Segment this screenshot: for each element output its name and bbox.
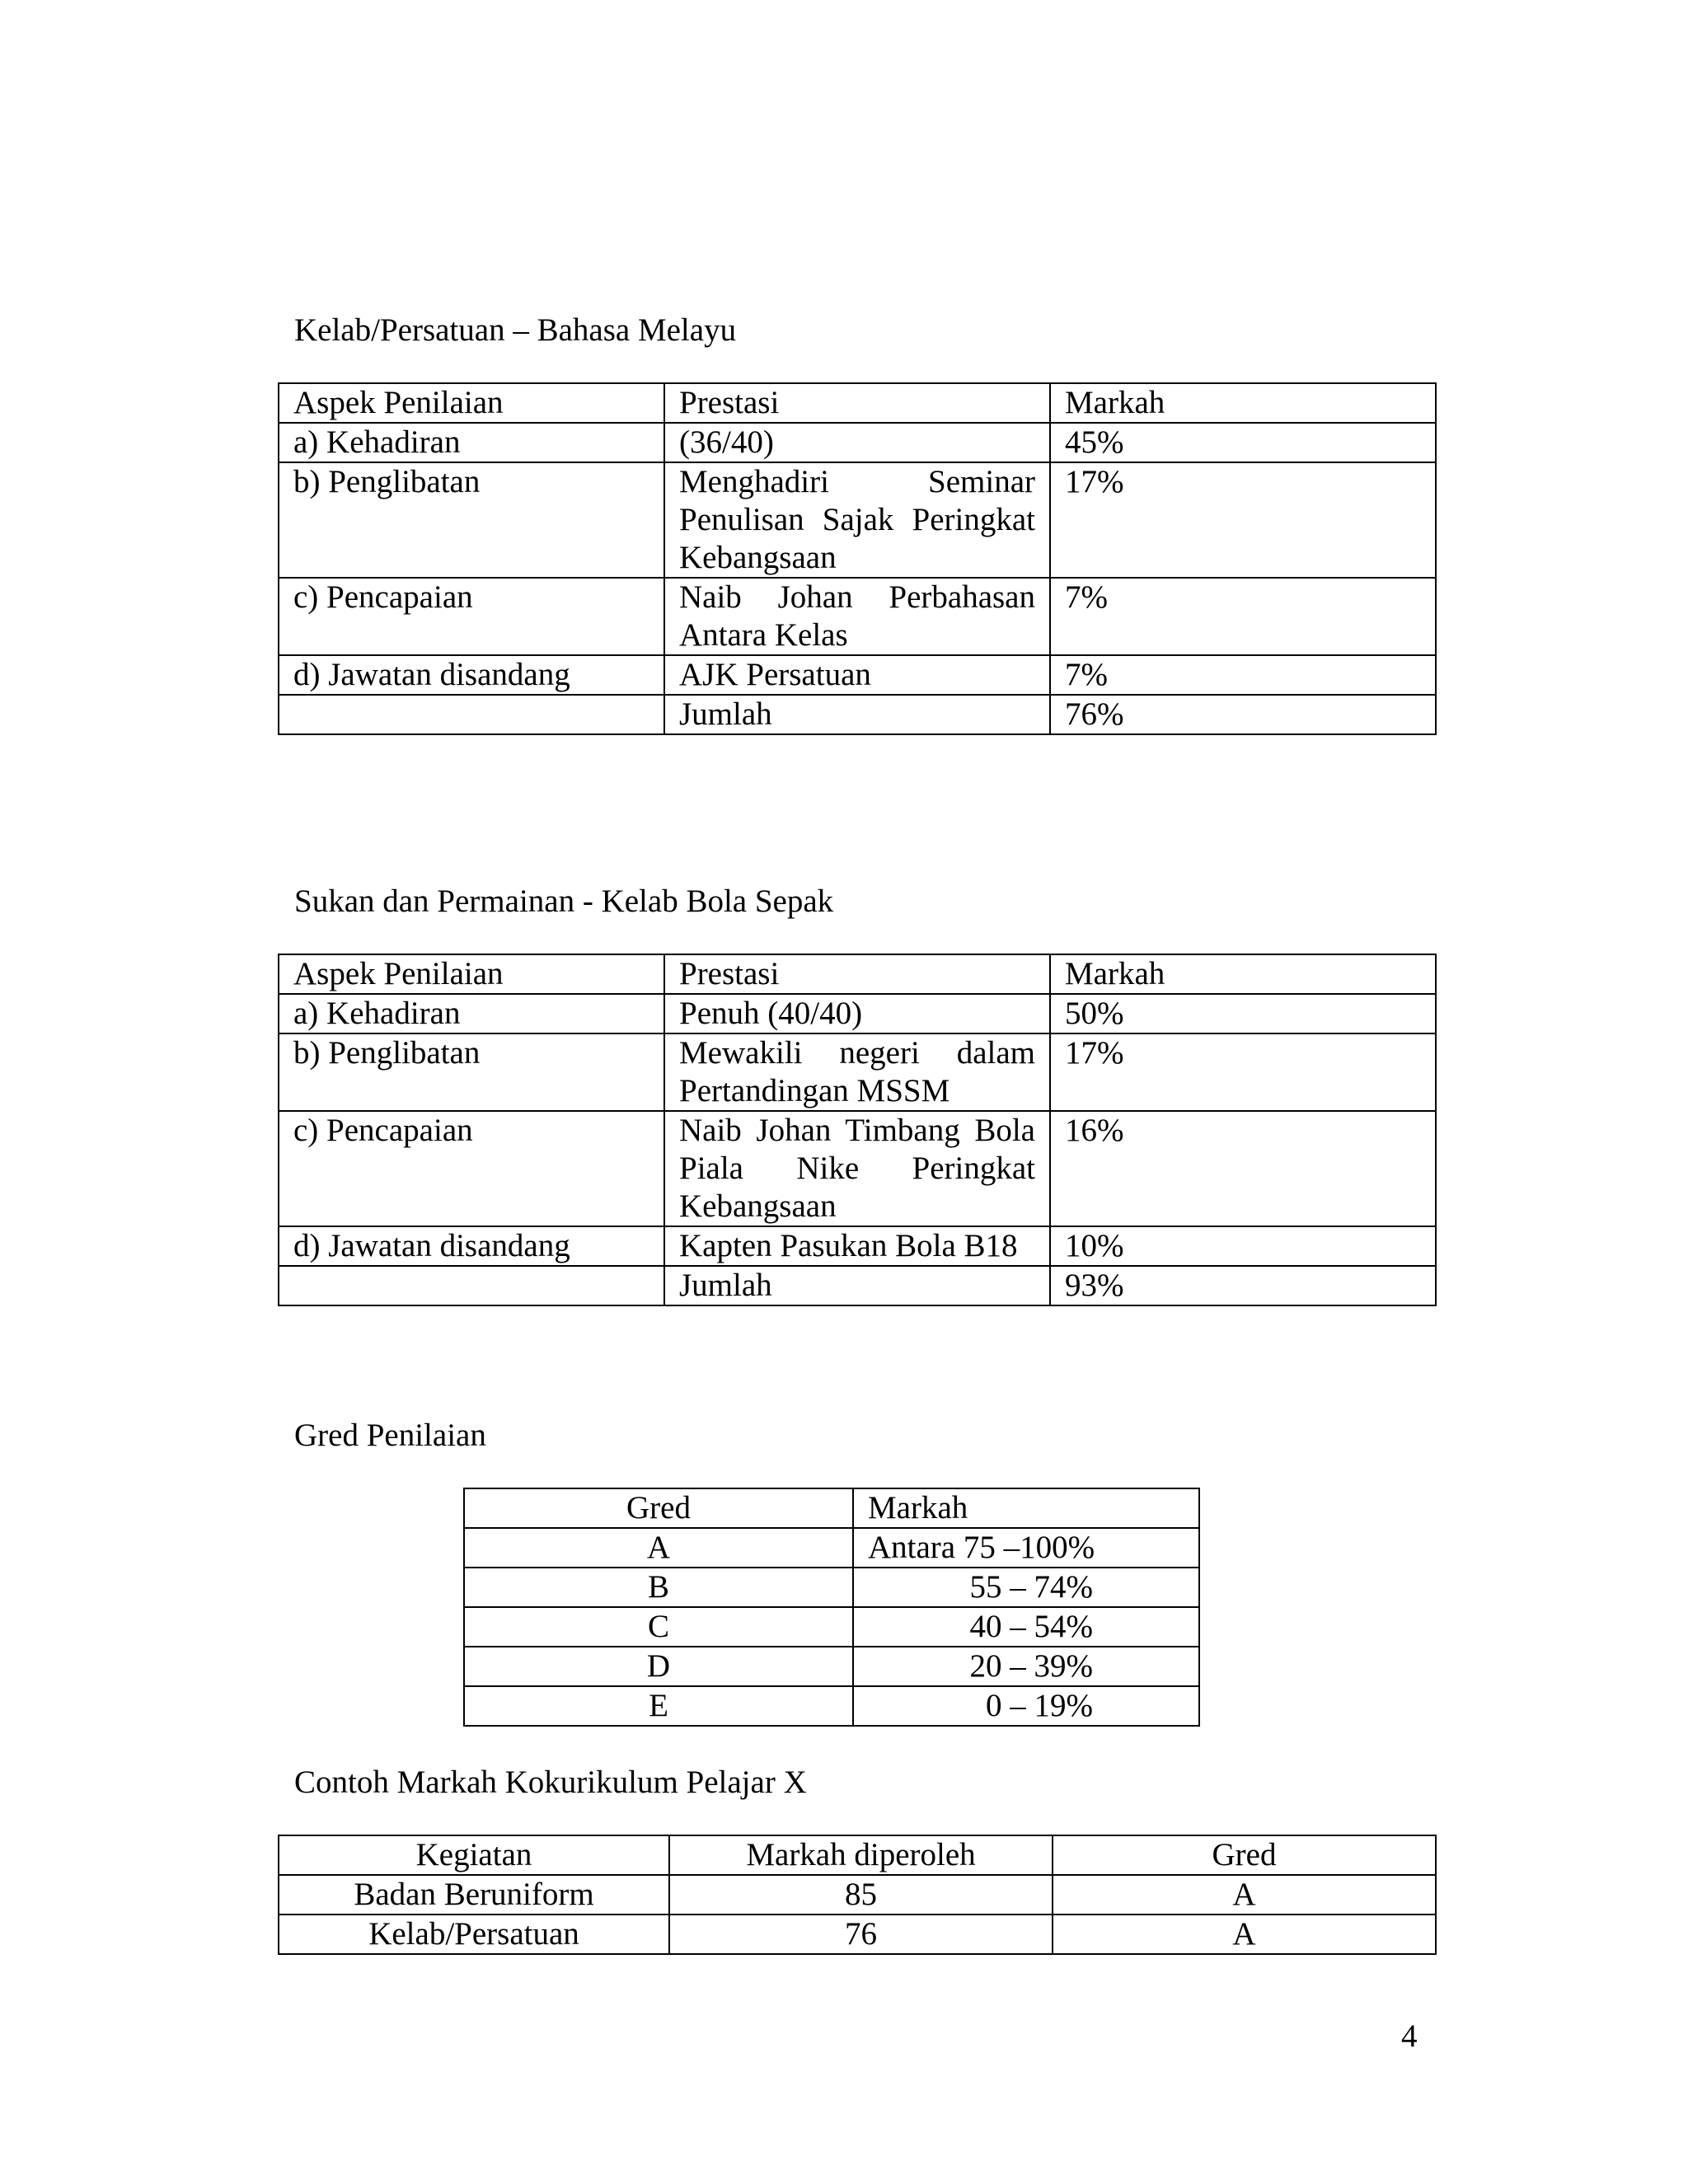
- table-row: [279, 578, 1436, 655]
- table-row: [279, 1033, 1436, 1111]
- cell-gred: B: [464, 1568, 853, 1607]
- header-gred: Gred: [464, 1488, 853, 1528]
- table-row: [279, 1875, 1436, 1915]
- prestasi-line: Mewakili negeri dalam: [679, 1035, 1035, 1071]
- header-gred: Gred: [1053, 1835, 1436, 1875]
- table-row: [279, 1111, 1436, 1226]
- cell-aspek: a) Kehadiran: [279, 423, 664, 462]
- cell-prestasi: [664, 462, 1050, 578]
- prestasi-line: Penulisan Sajak Peringkat: [679, 502, 1035, 537]
- header-markah: Markah: [1050, 383, 1436, 423]
- header-markah: Markah: [853, 1488, 1199, 1528]
- heading-sukan-permainan: Sukan dan Permainan - Kelab Bola Sepak: [294, 883, 834, 919]
- cell-aspek: d) Jawatan disandang: [279, 1226, 664, 1266]
- header-prestasi: Prestasi: [664, 954, 1050, 994]
- prestasi-line: Pertandingan MSSM: [679, 1073, 950, 1108]
- prestasi-line: Naib Johan Timbang Bola: [679, 1113, 1035, 1148]
- table-row: [464, 1607, 1199, 1647]
- prestasi-line: (36/40): [679, 424, 774, 460]
- cell-prestasi: [664, 695, 1050, 734]
- table-header-row: [464, 1488, 1199, 1528]
- header-markah-diperoleh: Markah diperoleh: [669, 1835, 1053, 1875]
- cell-kegiatan: Badan Beruniform: [279, 1875, 669, 1915]
- cell-markah: 55 – 74%: [853, 1568, 1199, 1607]
- table-row: [279, 1226, 1436, 1266]
- cell-markah: 20 – 39%: [853, 1647, 1199, 1686]
- table-row: [464, 1528, 1199, 1568]
- table-header-row: [279, 954, 1436, 994]
- cell-aspek: c) Pencapaian: [279, 1111, 664, 1226]
- cell-markah: 76%: [1050, 695, 1436, 734]
- table-row-total: [279, 1266, 1436, 1305]
- prestasi-line: Jumlah: [679, 1268, 772, 1303]
- table-row: [279, 655, 1436, 695]
- cell-prestasi: [664, 423, 1050, 462]
- cell-markah: 0 – 19%: [853, 1686, 1199, 1726]
- cell-aspek: b) Penglibatan: [279, 1033, 664, 1111]
- cell-gred: E: [464, 1686, 853, 1726]
- prestasi-line: Naib Johan Perbahasan: [679, 579, 1035, 615]
- table-kelab-persatuan: [278, 382, 1437, 735]
- table-row: [464, 1686, 1199, 1726]
- prestasi-line: Penuh (40/40): [679, 996, 863, 1031]
- table-row: [279, 994, 1436, 1033]
- heading-kelab-persatuan: Kelab/Persatuan – Bahasa Melayu: [294, 312, 737, 348]
- cell-markah: 7%: [1050, 655, 1436, 695]
- prestasi-line: Menghadiri Seminar: [679, 464, 1035, 499]
- cell-markah: 76: [669, 1915, 1053, 1954]
- cell-markah: 17%: [1050, 462, 1436, 578]
- prestasi-line: Kebangsaan: [679, 1188, 837, 1224]
- cell-gred: A: [1053, 1915, 1436, 1954]
- cell-prestasi: [664, 1266, 1050, 1305]
- table-row: [464, 1568, 1199, 1607]
- cell-prestasi: [664, 1226, 1050, 1266]
- header-kegiatan: Kegiatan: [279, 1835, 669, 1875]
- cell-markah: 16%: [1050, 1111, 1436, 1226]
- cell-gred: A: [1053, 1875, 1436, 1915]
- cell-markah: 10%: [1050, 1226, 1436, 1266]
- cell-prestasi: [664, 1033, 1050, 1111]
- cell-markah: 40 – 54%: [853, 1607, 1199, 1647]
- table-header-row: [279, 383, 1436, 423]
- cell-prestasi: [664, 994, 1050, 1033]
- cell-gred: A: [464, 1528, 853, 1568]
- table-row: [464, 1647, 1199, 1686]
- header-markah: Markah: [1050, 954, 1436, 994]
- heading-gred-penilaian: Gred Penilaian: [294, 1418, 486, 1453]
- cell-markah: 50%: [1050, 994, 1436, 1033]
- cell-markah: 85: [669, 1875, 1053, 1915]
- prestasi-line: AJK Persatuan: [679, 657, 871, 692]
- cell-aspek: [279, 1266, 664, 1305]
- page-number: 4: [1401, 2018, 1418, 2054]
- prestasi-line: Jumlah: [679, 696, 772, 732]
- cell-markah: 93%: [1050, 1266, 1436, 1305]
- cell-gred: D: [464, 1647, 853, 1686]
- heading-contoh-markah: Contoh Markah Kokurikulum Pelajar X: [294, 1765, 807, 1800]
- cell-markah: Antara 75 –100%: [853, 1528, 1199, 1568]
- cell-prestasi: [664, 578, 1050, 655]
- cell-aspek: d) Jawatan disandang: [279, 655, 664, 695]
- table-row: [279, 462, 1436, 578]
- cell-aspek: [279, 695, 664, 734]
- cell-aspek: a) Kehadiran: [279, 994, 664, 1033]
- header-aspek: Aspek Penilaian: [279, 383, 664, 423]
- table-row-total: [279, 695, 1436, 734]
- header-aspek: Aspek Penilaian: [279, 954, 664, 994]
- table-contoh-markah: [278, 1835, 1437, 1955]
- prestasi-line: Antara Kelas: [679, 617, 848, 653]
- cell-prestasi: [664, 655, 1050, 695]
- cell-aspek: b) Penglibatan: [279, 462, 664, 578]
- table-header-row: [279, 1835, 1436, 1875]
- table-gred-penilaian: [463, 1488, 1200, 1727]
- prestasi-line: Piala Nike Peringkat: [679, 1151, 1035, 1186]
- table-sukan-permainan: [278, 954, 1437, 1306]
- prestasi-line: Kapten Pasukan Bola B18: [679, 1228, 1018, 1263]
- cell-markah: 17%: [1050, 1033, 1436, 1111]
- cell-aspek: c) Pencapaian: [279, 578, 664, 655]
- cell-kegiatan: Kelab/Persatuan: [279, 1915, 669, 1954]
- cell-markah: 45%: [1050, 423, 1436, 462]
- table-row: [279, 1915, 1436, 1954]
- cell-prestasi: [664, 1111, 1050, 1226]
- prestasi-line: Kebangsaan: [679, 540, 837, 575]
- table-row: [279, 423, 1436, 462]
- header-prestasi: Prestasi: [664, 383, 1050, 423]
- cell-markah: 7%: [1050, 578, 1436, 655]
- cell-gred: C: [464, 1607, 853, 1647]
